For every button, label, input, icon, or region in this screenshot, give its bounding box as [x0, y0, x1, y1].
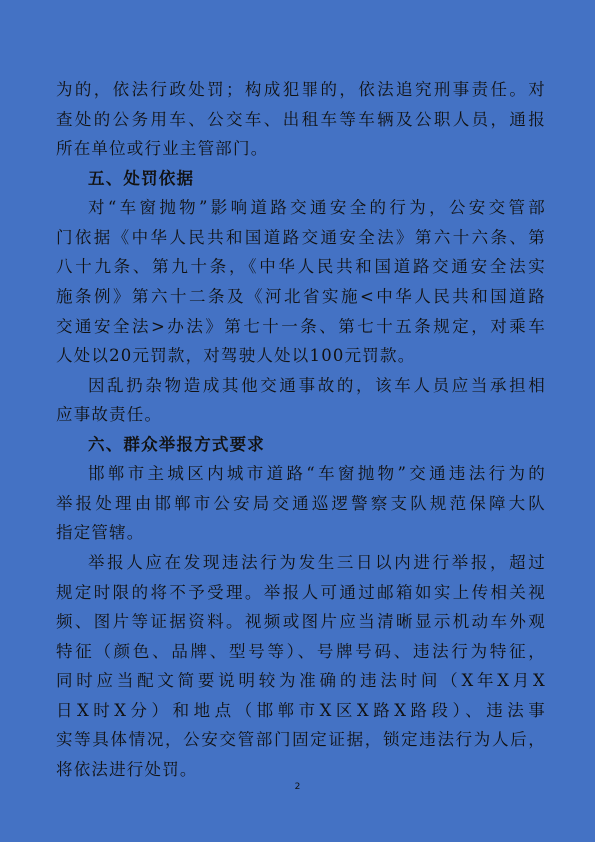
- paragraph-line: 门依据《中华人民共和国道路交通安全法》第六十六条、第: [56, 228, 546, 247]
- section-heading: 五、处罚依据: [88, 169, 195, 188]
- paragraph-line: 同时应当配文简要说明较为准确的违法时间（X年X月X: [56, 671, 546, 690]
- paragraph-line: 指定管辖。: [56, 523, 145, 542]
- paragraph-line: 规定时限的将不予受理。举报人可通过邮箱如实上传相关视: [56, 583, 546, 602]
- paragraph-line: 八十九条、第九十条，《中华人民共和国道路交通安全法实: [56, 257, 546, 276]
- paragraph-line: 频、图片等证据资料。视频或图片应当清晰显示机动车外观: [56, 612, 546, 631]
- paragraph-line: 交通安全法>办法》第七十一条、第七十五条规定，对乘车: [56, 317, 546, 336]
- paragraph-line: 对“车窗抛物”影响道路交通安全的行为，公安交管部: [88, 198, 546, 217]
- page-number: 2: [294, 782, 301, 792]
- paragraph-line: 举报人应在发现违法行为发生三日以内进行举报，超过: [88, 553, 546, 572]
- paragraph-line: 将依法进行处罚。: [56, 760, 198, 779]
- paragraph-line: 为的，依法行政处罚；构成犯罪的，依法追究刑事责任。对: [56, 80, 546, 99]
- paragraph-line: 查处的公务用车、公交车、出租车等车辆及公职人员，通报: [56, 110, 546, 129]
- paragraph-line: 举报处理由邯郸市公安局交通巡逻警察支队规范保障大队: [56, 494, 546, 513]
- paragraph-line: 日X时X分）和地点（邯郸市X区X路X路段）、违法事: [56, 701, 546, 720]
- paragraph-line: 应事故责任。: [56, 405, 163, 424]
- paragraph-line: 人处以20元罚款，对驾驶人处以100元罚款。: [56, 346, 416, 365]
- paragraph-line: 因乱扔杂物造成其他交通事故的，该车人员应当承担相: [88, 376, 546, 395]
- paragraph-line: 实等具体情况，公安交管部门固定证据，锁定违法行为人后，: [56, 730, 546, 749]
- paragraph-line: 施条例》第六十二条及《河北省实施<中华人民共和国道路: [56, 287, 546, 306]
- paragraph-line: 特征（颜色、品牌、型号等）、号牌号码、违法行为特征，: [56, 642, 546, 661]
- paragraph-line: 邯郸市主城区内城市道路“车窗抛物”交通违法行为的: [88, 464, 546, 483]
- section-heading: 六、群众举报方式要求: [88, 435, 265, 454]
- paragraph-line: 所在单位或行业主管部门。: [56, 139, 269, 158]
